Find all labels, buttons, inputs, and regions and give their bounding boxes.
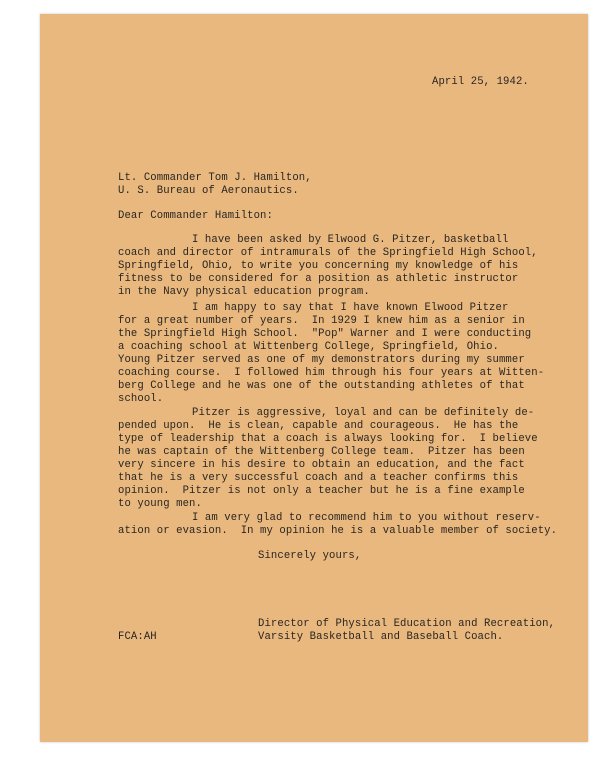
paragraph-line: a coaching school at Wittenberg College, Springfield, Ohio.: [118, 341, 499, 353]
paragraph-line: the Springfield High School. "Pop" Warner and I were conducting: [118, 328, 532, 340]
paragraph-3: [118, 407, 538, 511]
paragraph-line: Pitzer is aggressive, loyal and can be definitely de-: [192, 407, 535, 419]
paragraph-1: [118, 234, 538, 299]
reference-initials: FCA:AH: [118, 631, 157, 643]
closing: Sincerely yours,: [258, 550, 362, 562]
letter-page: [40, 14, 588, 742]
paragraph-line: type of leadership that a coach is always looking for. I believe: [118, 433, 538, 445]
paragraph-line: berg College and he was one of the outstanding athletes of that: [118, 380, 525, 392]
paragraph-line: pended upon. He is clean, capable and courageous. He has the: [118, 420, 519, 432]
paragraph-line: that he is a very successful coach and a teacher confirms this: [118, 472, 519, 484]
paragraph-line: fitness to be considered for a position as athletic instructor: [118, 273, 519, 285]
paragraph-line: very sincere in his desire to obtain an education, and the fact: [118, 459, 525, 471]
paragraph-line: I have been asked by Elwood G. Pitzer, basketball: [192, 234, 509, 246]
letter-date: April 25, 1942.: [432, 76, 529, 88]
paragraph-2: [118, 302, 544, 406]
signature-title-1: Director of Physical Education and Recreation,: [258, 618, 556, 630]
recipient-organization: U. S. Bureau of Aeronautics.: [118, 185, 299, 197]
recipient-name: Lt. Commander Tom J. Hamilton,: [118, 172, 312, 184]
paragraph-line: coach and director of intramurals of the Springfield High School,: [118, 247, 538, 259]
paragraph-line: he was captain of the Wittenberg College team. Pitzer has been: [118, 446, 525, 458]
paragraph-line: Springfield, Ohio, to write you concerning my knowledge of his: [118, 260, 519, 272]
paragraph-4: [118, 512, 557, 538]
paragraph-line: opinion. Pitzer is not only a teacher but he is a fine example: [118, 485, 525, 497]
paragraph-line: ation or evasion. In my opinion he is a valuable member of society.: [118, 525, 558, 537]
paragraph-line: school.: [118, 393, 164, 405]
paragraph-line: I am very glad to recommend him to you without reserv-: [192, 512, 541, 524]
paragraph-line: I am happy to say that I have known Elwood Pitzer: [192, 302, 509, 314]
paragraph-line: Young Pitzer served as one of my demonstrators during my summer: [118, 354, 525, 366]
paragraph-line: for a great number of years. In 1929 I knew him as a senior in: [118, 315, 525, 327]
paragraph-line: coaching course. I followed him through his four years at Witten-: [118, 367, 545, 379]
salutation: Dear Commander Hamilton:: [118, 210, 273, 222]
paragraph-line: in the Navy physical education program.: [118, 286, 370, 298]
signature-title-2: Varsity Basketball and Baseball Coach.: [258, 631, 504, 643]
paragraph-line: to young men.: [118, 498, 202, 510]
